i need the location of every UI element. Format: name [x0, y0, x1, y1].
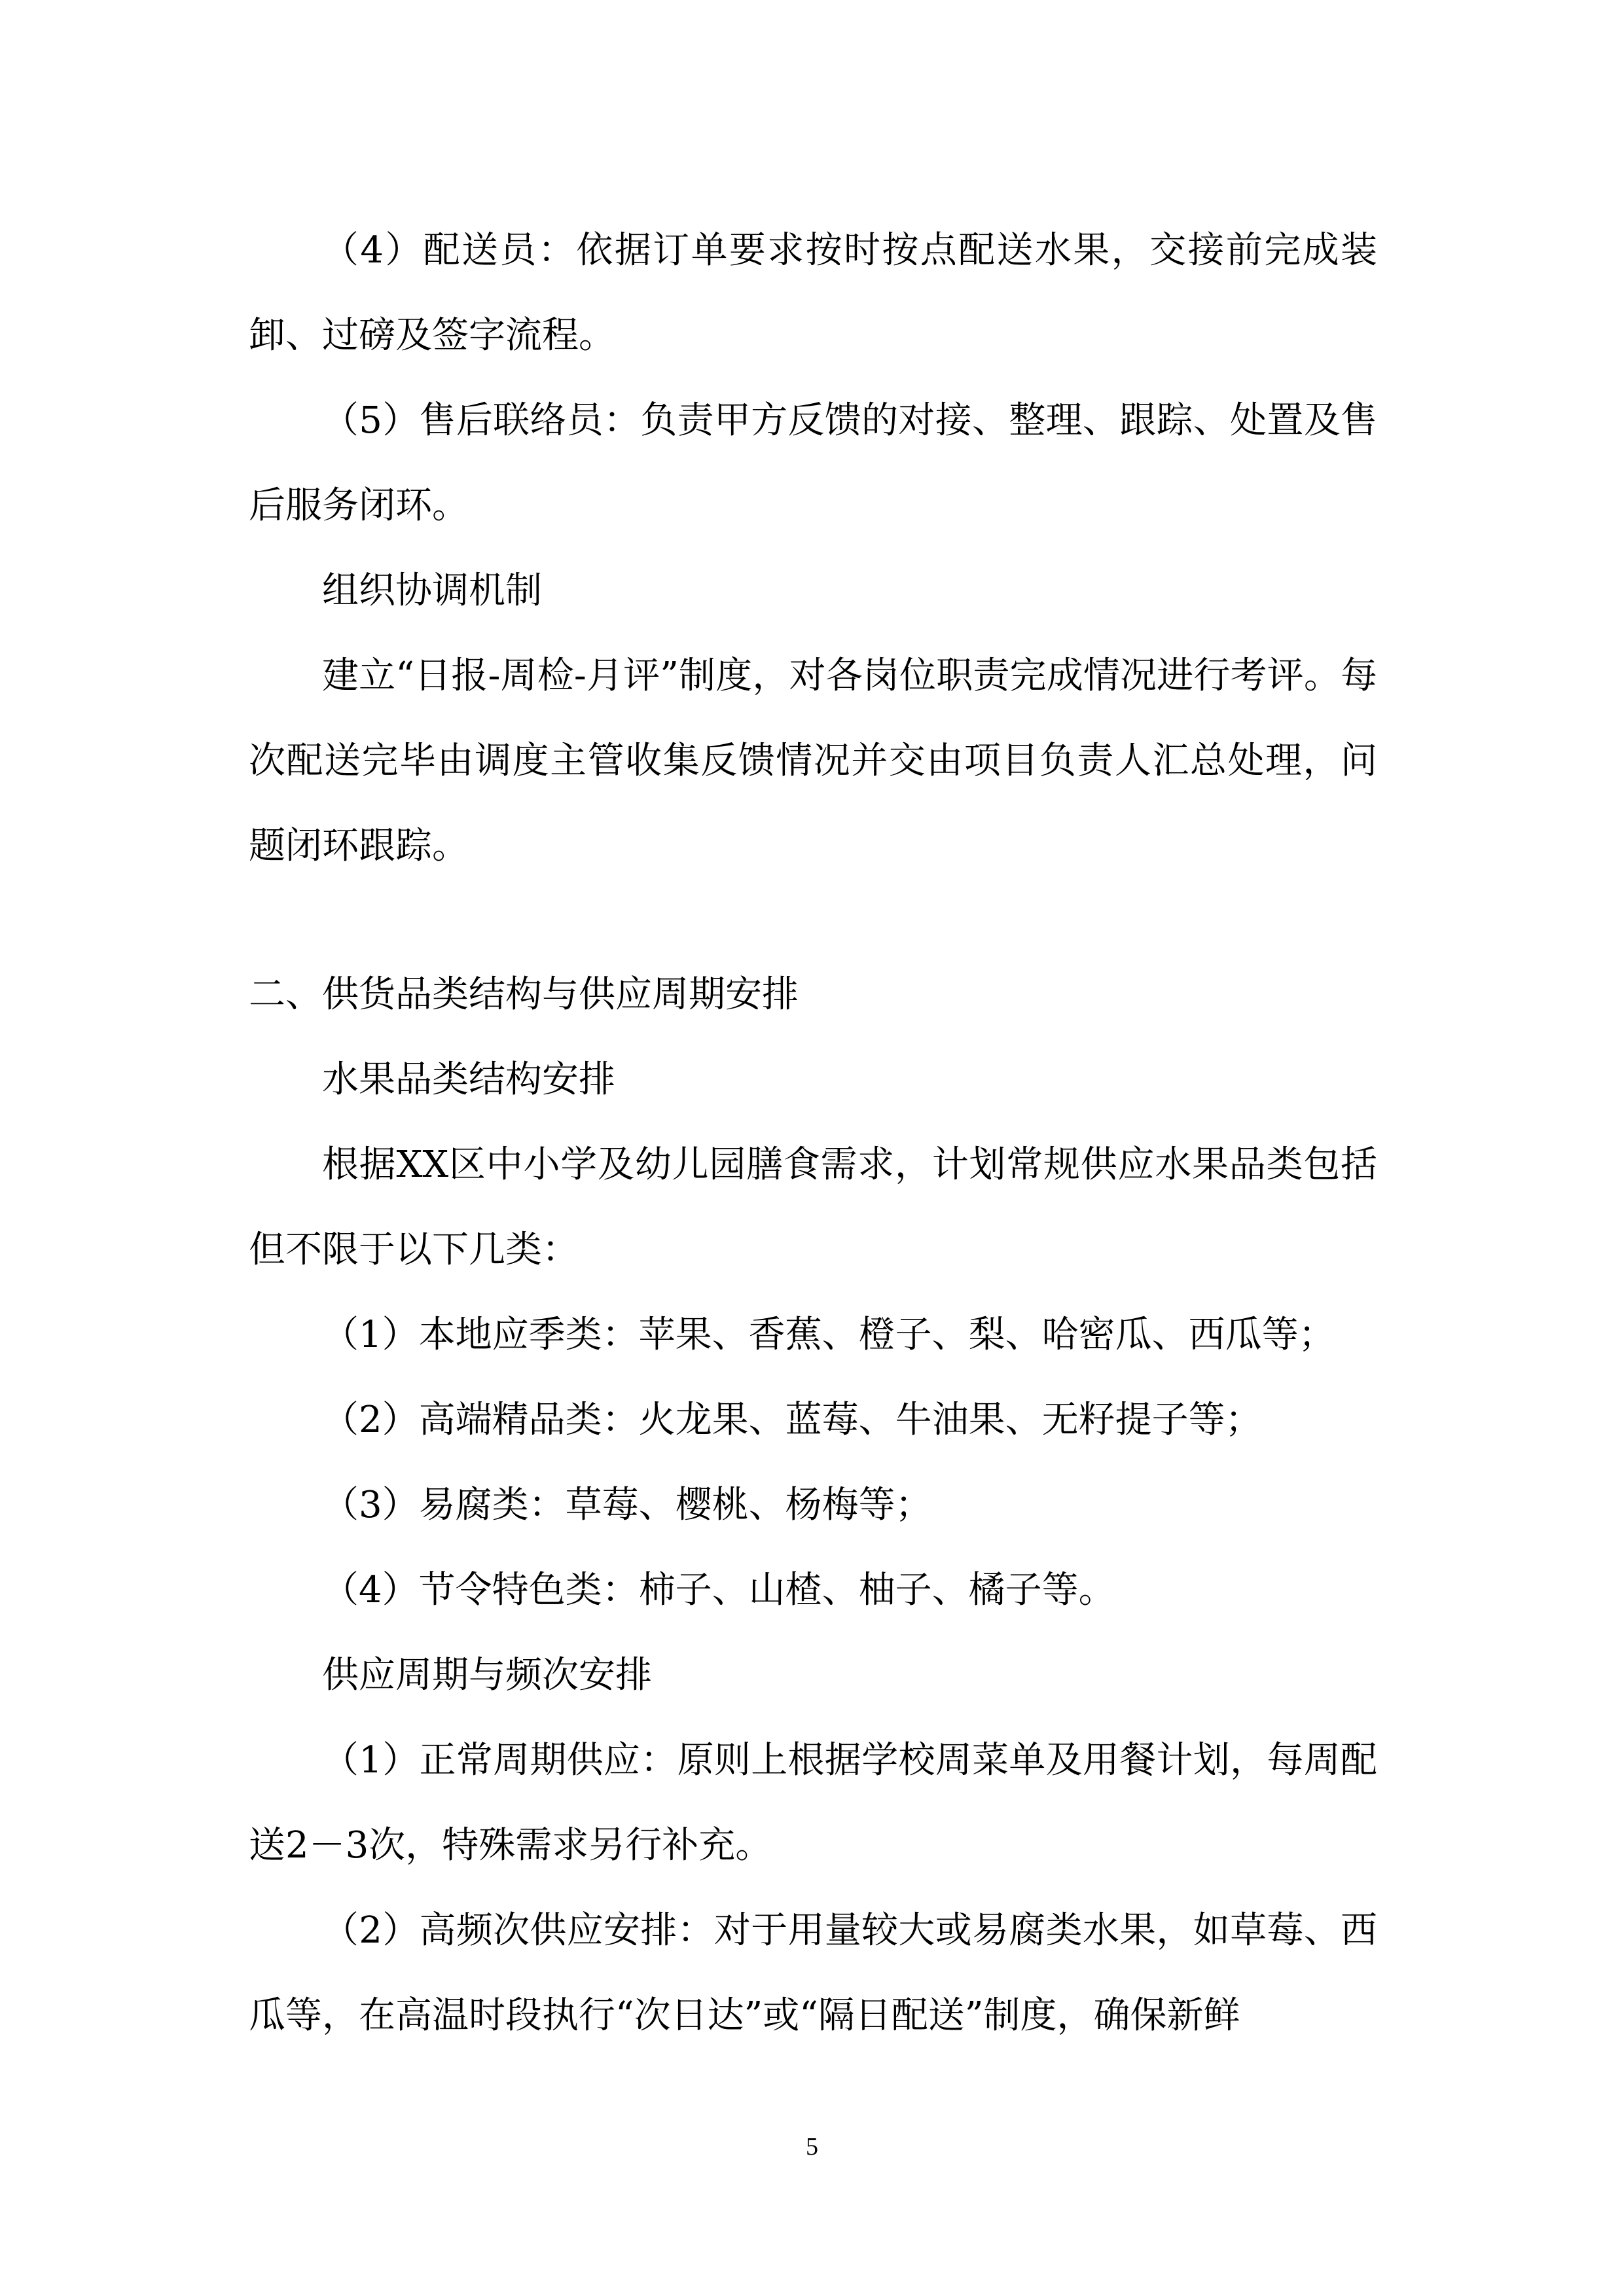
list-item-local-seasonal: （1）本地应季类：苹果、香蕉、橙子、梨、哈密瓜、西瓜等； — [322, 1314, 1335, 1356]
subheading-coordination-mechanism: 组织协调机制 — [322, 569, 542, 612]
subheading-supply-cycle: 供应周期与频次安排 — [322, 1654, 652, 1696]
paragraph-high-frequency-supply: （2）高频次供应安排：对于用量较大或易腐类水果，如草莓、西瓜等，在高温时段执行“次日达”或“隔日配送”制度，确保新鲜 — [249, 1909, 1377, 2037]
list-item-perishable: （3）易腐类：草莓、樱桃、杨梅等； — [322, 1484, 932, 1526]
paragraph-after-sales-role: （5）售后联络员：负责甲方反馈的对接、整理、跟踪、处置及售后服务闭环。 — [249, 399, 1377, 527]
section-heading: 二、供货品类结构与供应周期安排 — [249, 973, 799, 1016]
subheading-fruit-category-structure: 水果品类结构安排 — [322, 1058, 615, 1101]
paragraph-deliverer-role: （4）配送员：依据订单要求按时按点配送水果，交接前完成装卸、过磅及签字流程。 — [249, 229, 1377, 357]
section-spacer — [249, 889, 1377, 952]
page-number: 5 — [806, 2133, 818, 2161]
list-item-premium: （2）高端精品类：火龙果、蓝莓、牛油果、无籽提子等； — [322, 1399, 1262, 1441]
paragraph-fruit-category-intro: 根据XX区中小学及幼儿园膳食需求，计划常规供应水果品类包括但不限于以下几类： — [249, 1143, 1377, 1271]
document-page — [249, 208, 1377, 2058]
list-item-festive-specialty: （4）节令特色类：柿子、山楂、柚子、橘子等。 — [322, 1569, 1115, 1611]
paragraph-coordination-mechanism: 建立“日报-周检-月评”制度，对各岗位职责完成情况进行考评。每次配送完毕由调度主管收集反馈情况并交由项目负责人汇总处理，问题闭环跟踪。 — [249, 655, 1377, 867]
paragraph-normal-cycle-supply: （1）正常周期供应：原则上根据学校周菜单及用餐计划，每周配送2－3次，特殊需求另行补充。 — [249, 1739, 1377, 1867]
